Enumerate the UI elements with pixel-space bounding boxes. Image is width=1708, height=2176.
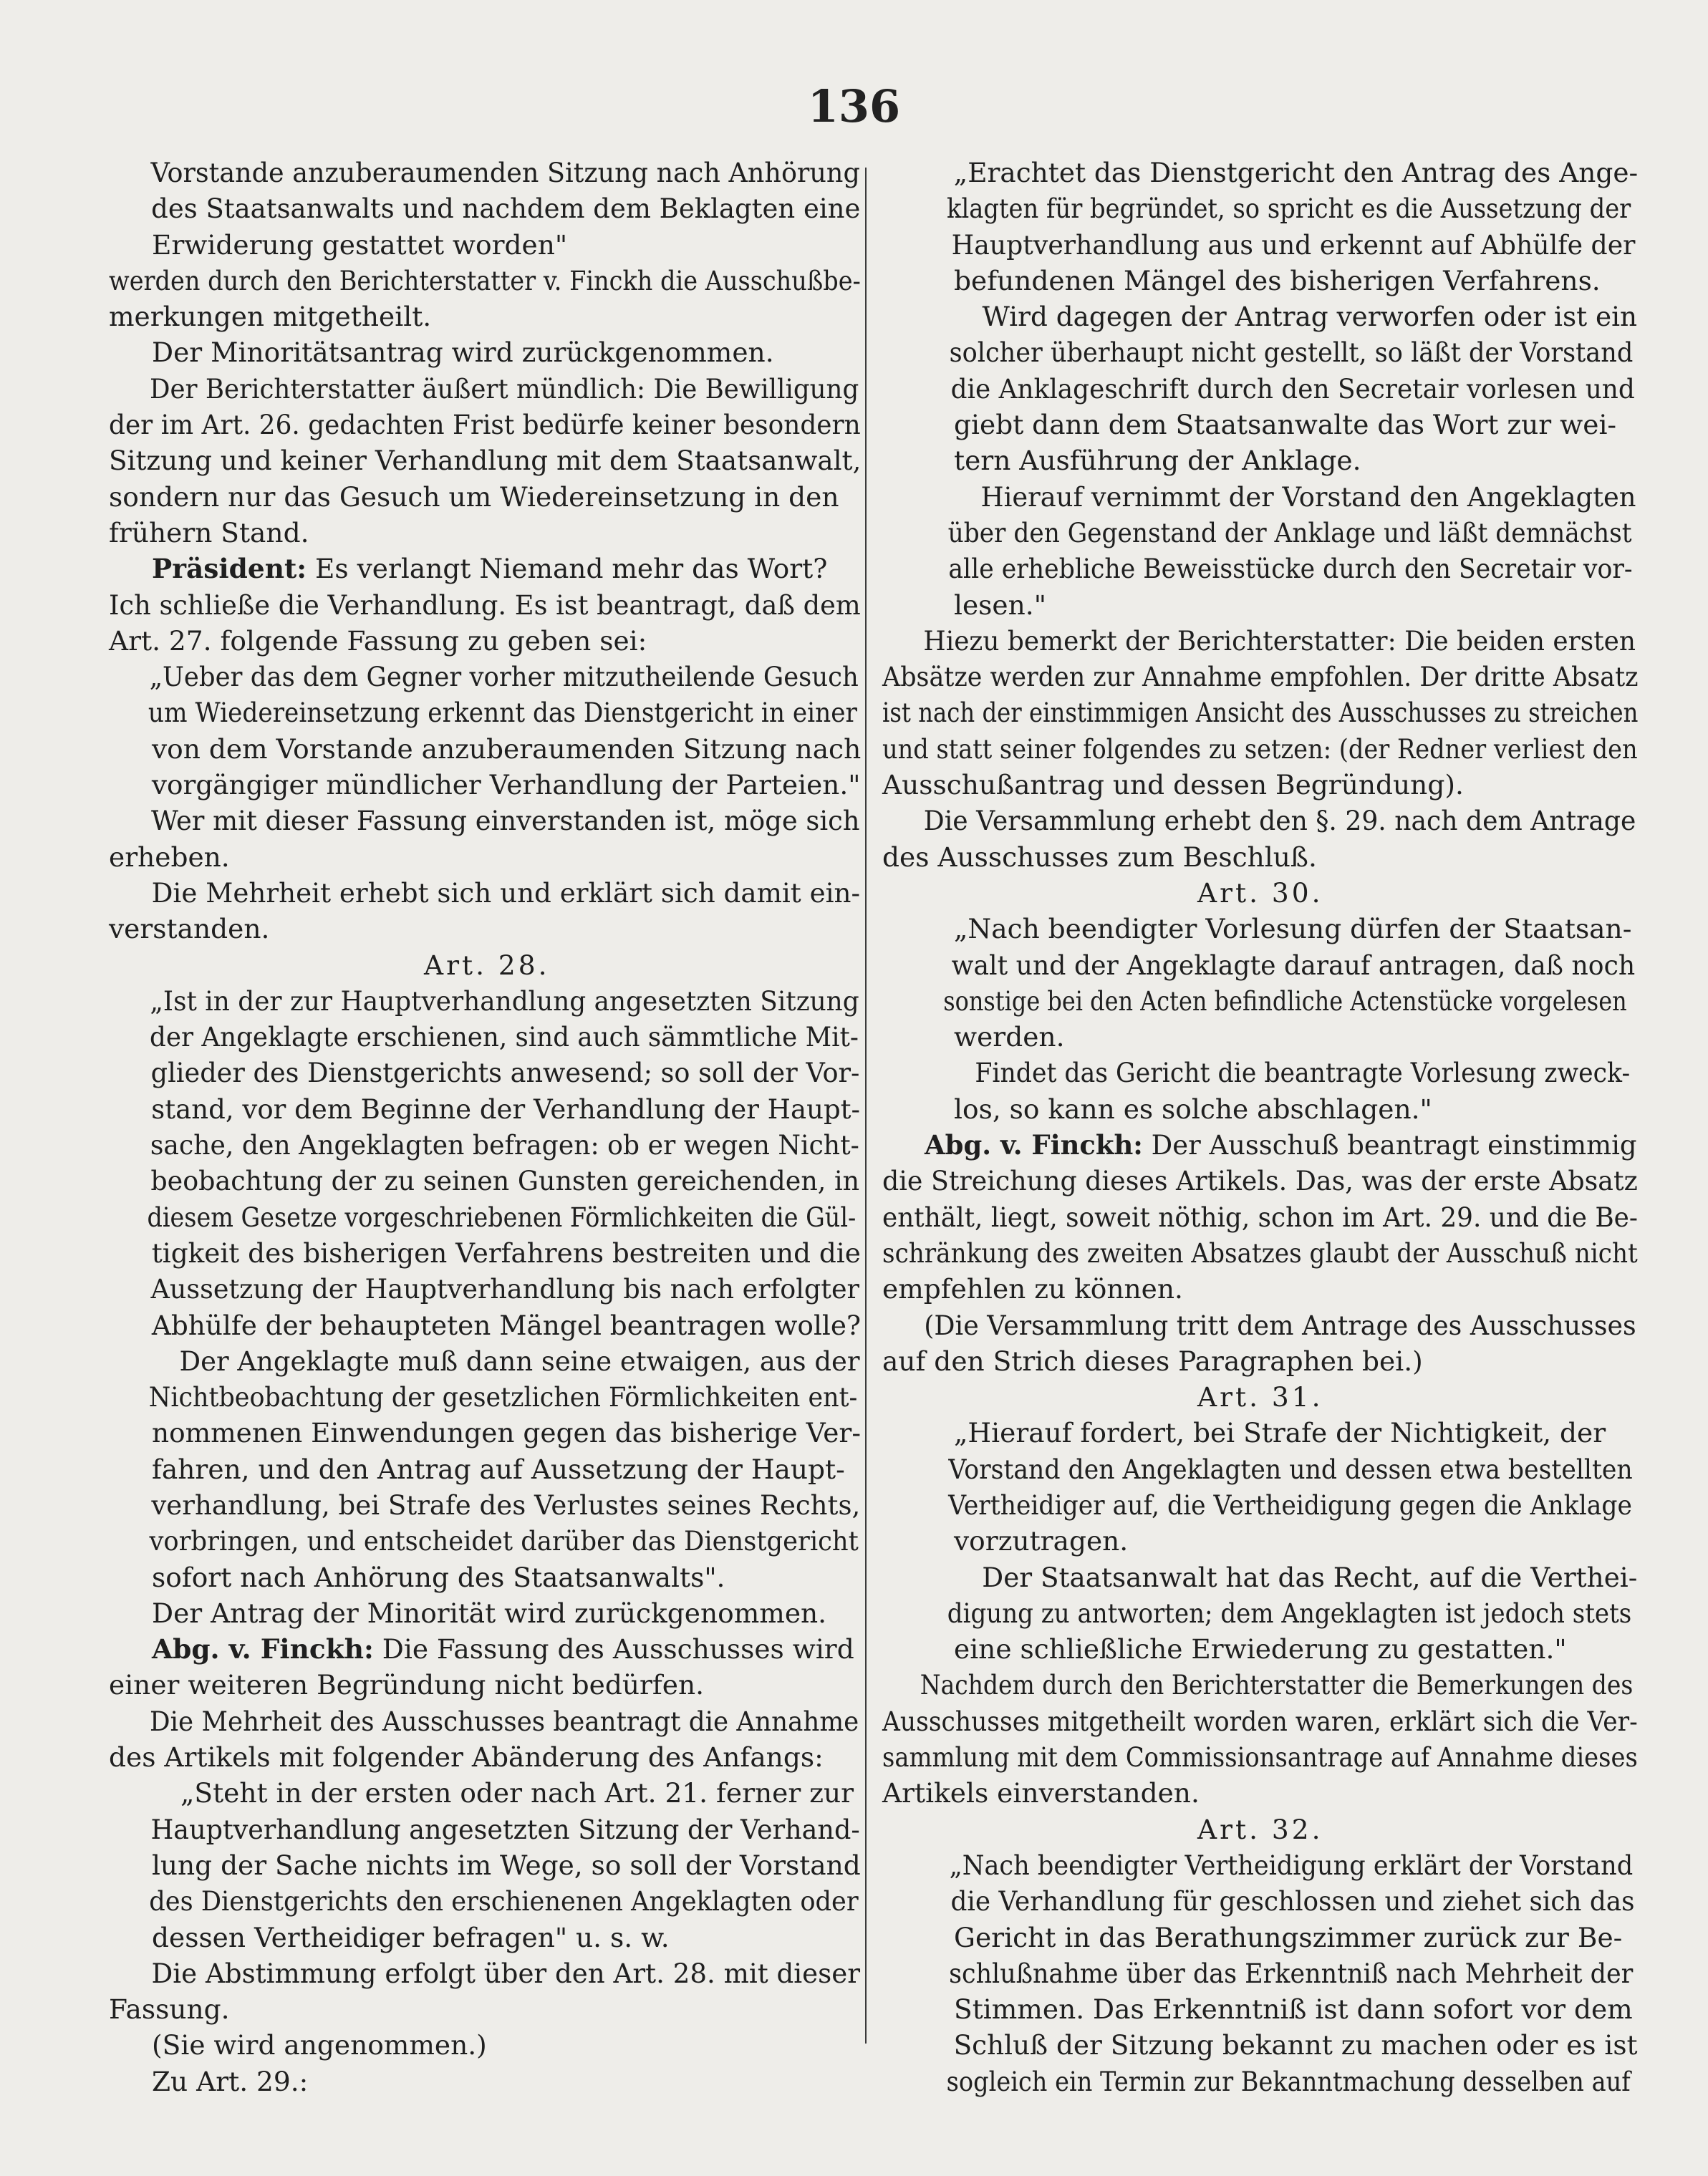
text-line: werden durch den Berichterstatter v. Finckh die Ausschußbe- xyxy=(109,264,861,296)
text-line: schlußnahme über das Erkenntniß nach Mehrheit der xyxy=(949,1957,1634,1989)
text-line: Vorstand den Angeklagten und dessen etwa bestellten xyxy=(948,1453,1633,1485)
text-line: vorbringen, und entscheidet darüber das Dienstgericht xyxy=(149,1525,859,1557)
text-line: ist nach der einstimmigen Ansicht des Ausschusses zu streichen xyxy=(882,697,1639,729)
text-line: Sitzung und keiner Verhandlung mit dem Staatsanwalt, xyxy=(109,445,862,477)
text-line: lesen." xyxy=(954,589,1046,621)
text-line: (Sie wird angenommen.) xyxy=(152,2029,487,2061)
text-line: nommenen Einwendungen gegen das bisherige Ver- xyxy=(151,1417,861,1449)
text-line: „Erachtet das Dienstgericht den Antrag des Ange- xyxy=(953,157,1639,188)
text-line: tern Ausführung der Anklage. xyxy=(954,445,1361,477)
text-line: Die Mehrheit des Ausschusses beantragt die Annahme xyxy=(150,1705,859,1737)
article-heading: Art. 30. xyxy=(1197,876,1323,909)
text-line: verstanden. xyxy=(109,913,270,945)
text-line: der im Art. 26. gedachten Frist bedürfe keiner besondern xyxy=(109,409,861,441)
text-line: vorgängiger mündlicher Verhandlung der Parteien." xyxy=(151,769,861,801)
text-line: Die Abstimmung erfolgt über den Art. 28. mit dieser xyxy=(151,1957,860,1989)
text-line: klagten für begründet, so spricht es die Aussetzung der xyxy=(947,193,1631,225)
text-line: (Die Versammlung tritt dem Antrage des Ausschusses xyxy=(924,1309,1636,1341)
text-line: digung zu antworten; dem Angeklagten ist jedoch stets xyxy=(947,1597,1632,1629)
text-line: schränkung des zweiten Absatzes glaubt der Ausschuß nicht xyxy=(882,1237,1638,1269)
text-line: frühern Stand. xyxy=(109,516,309,548)
text-line: Zu Art. 29.: xyxy=(152,2065,309,2097)
text-line: walt und der Angeklagte darauf antragen, daß noch xyxy=(951,949,1636,981)
text-line: los, so kann es solche abschlagen." xyxy=(954,1093,1432,1125)
left-column xyxy=(109,155,861,2099)
text-line: befundenen Mängel des bisherigen Verfahrens. xyxy=(954,264,1601,296)
text-line: die Anklageschrift durch den Secretair vorlesen und xyxy=(950,372,1635,405)
text-line: beobachtung der zu seinen Gunsten gereichenden, in xyxy=(150,1165,860,1197)
text-line: sonstige bei den Acten befindliche Actenstücke vorgelesen xyxy=(943,985,1627,1017)
text-line: Findet das Gericht die beantragte Vorlesung zweck- xyxy=(975,1057,1631,1089)
text-line: Nachdem durch den Berichterstatter die Bemerkungen des xyxy=(920,1669,1634,1701)
text-line: werden. xyxy=(954,1021,1065,1053)
text-line: sofort nach Anhörung des Staatsanwalts". xyxy=(152,1561,725,1593)
speaker-label: Präsident: xyxy=(152,553,307,585)
text-line: auf den Strich dieses Paragraphen bei.) xyxy=(882,1345,1423,1377)
column-divider xyxy=(865,168,867,2044)
text-line: Schluß der Sitzung bekannt zu machen oder es ist xyxy=(953,2029,1638,2061)
text-line: Wer mit dieser Fassung einverstanden ist, möge sich xyxy=(151,805,860,837)
text-line: die Streichung dieses Artikels. Das, was der erste Absatz xyxy=(882,1165,1638,1197)
text-line: glieder des Dienstgerichts anwesend; so soll der Vor- xyxy=(150,1057,860,1089)
text-line: Ich schließe die Verhandlung. Es ist beantragt, daß dem xyxy=(109,589,861,621)
text-line: verhandlung, bei Strafe des Verlustes seines Rechts, xyxy=(151,1489,861,1521)
text-line: Stimmen. Das Erkenntniß ist dann sofort vor dem xyxy=(954,1993,1633,2026)
text-line: diesem Gesetze vorgeschriebenen Förmlichkeiten die Gül- xyxy=(147,1201,857,1233)
text-line: Der Staatsanwalt hat das Recht, auf die Verthei- xyxy=(982,1561,1638,1593)
text-line: Absätze werden zur Annahme empfohlen. Der dritte Absatz xyxy=(882,661,1639,693)
speaker-label: Abg. v. Finckh: xyxy=(925,1129,1143,1161)
text-line: Wird dagegen der Antrag verworfen oder ist ein xyxy=(982,301,1638,333)
text-line: Hiezu bemerkt der Berichterstatter: Die beiden ersten xyxy=(923,624,1636,657)
text-line: um Wiedereinsetzung erkennt das Dienstgericht in einer xyxy=(148,697,857,729)
text-line: Artikels einverstanden. xyxy=(882,1777,1200,1809)
text-line: Der Angeklagte muß dann seine etwaigen, aus der xyxy=(179,1345,860,1377)
text-line: Die Mehrheit erhebt sich und erklärt sich damit ein- xyxy=(151,876,861,909)
text-line: erheben. xyxy=(109,841,230,873)
text-line: enthält, liegt, soweit nöthig, schon im Art. 29. und die Be- xyxy=(882,1201,1639,1233)
text-line: von dem Vorstande anzuberaumenden Sitzung nach xyxy=(152,732,862,765)
text-line: sammlung mit dem Commissionsantrage auf Annahme dieses xyxy=(882,1741,1638,1774)
text-line: Der Minoritätsantrag wird zurückgenommen. xyxy=(152,337,774,369)
text-line: „Ist in der zur Hauptverhandlung angesetzten Sitzung xyxy=(150,985,859,1017)
right-column xyxy=(882,155,1638,2099)
text-line: tigkeit des bisherigen Verfahrens bestreiten und die xyxy=(151,1237,861,1269)
article-heading: Art. 32. xyxy=(1197,1813,1323,1845)
text-line: über den Gegenstand der Anklage und läßt demnächst xyxy=(947,516,1632,548)
text-line: „Ueber das dem Gegner vorher mitzutheilende Gesuch xyxy=(149,661,859,693)
text-line: Vertheidiger auf, die Vertheidigung gegen die Anklage xyxy=(948,1489,1632,1521)
text-line: Erwiderung gestattet worden" xyxy=(152,228,568,261)
text-line: Ausschusses mitgetheilt worden waren, erklärt sich die Ver- xyxy=(882,1705,1638,1737)
text-line: sogleich ein Termin zur Bekanntmachung desselben auf xyxy=(946,2065,1631,2097)
text-line: Hierauf vernimmt der Vorstand den Angeklagten xyxy=(980,480,1636,513)
text-line: alle erhebliche Beweisstücke durch den Secretair vor- xyxy=(948,553,1633,585)
text-line: dessen Vertheidiger befragen" u. s. w. xyxy=(152,1921,670,1953)
text-line: fahren, und den Antrag auf Aussetzung der Haupt- xyxy=(152,1453,845,1485)
text-line: des Staatsanwalts und nachdem dem Beklagten eine xyxy=(151,193,861,225)
text-line: merkungen mitgetheilt. xyxy=(109,301,432,333)
text-line: Präsident: Es verlangt Niemand mehr das Wort? xyxy=(152,553,828,585)
text-line: Hauptverhandlung angesetzten Sitzung der Verhand- xyxy=(150,1813,860,1845)
text-line: des Dienstgerichts den erschienenen Angeklagten oder xyxy=(149,1885,859,1918)
text-line: Nichtbeobachtung der gesetzlichen Förmlichkeiten ent- xyxy=(148,1381,858,1413)
text-line: sache, den Angeklagten befragen: ob er wegen Nicht- xyxy=(150,1129,859,1161)
text-line: Gericht in das Berathungszimmer zurück zur Be- xyxy=(954,1921,1623,1953)
text-line: Der Antrag der Minorität wird zurückgenommen. xyxy=(152,1597,827,1629)
text-line: Aussetzung der Hauptverhandlung bis nach erfolgter xyxy=(150,1273,860,1305)
text-line: Art. 27. folgende Fassung zu geben sei: xyxy=(109,624,647,657)
text-line: Abhülfe der behaupteten Mängel beantragen wolle? xyxy=(151,1309,862,1341)
text-line: Ausschußantrag und dessen Begründung). xyxy=(882,769,1464,801)
text-line: solcher überhaupt nicht gestellt, so läßt der Vorstand xyxy=(949,337,1634,369)
text-line: sondern nur das Gesuch um Wiedereinsetzung in den xyxy=(109,480,839,513)
text-line: stand, vor dem Beginne der Verhandlung der Haupt- xyxy=(151,1093,861,1125)
text-line: des Artikels mit folgender Abänderung des Anfangs: xyxy=(109,1741,824,1774)
text-line: „Steht in der ersten oder nach Art. 21. ferner zur xyxy=(180,1777,854,1809)
text-line: giebt dann dem Staatsanwalte das Wort zur wei- xyxy=(954,409,1617,441)
text-line: Abg. v. Finckh: Die Fassung des Ausschusses wird xyxy=(152,1633,854,1665)
text-line: Der Berichterstatter äußert mündlich: Die Bewilligung xyxy=(149,372,859,405)
text-line: Die Versammlung erhebt den §. 29. nach dem Antrage xyxy=(923,805,1636,837)
text-line: „Hierauf fordert, bei Strafe der Nichtigkeit, der xyxy=(954,1417,1606,1449)
page-number: 136 xyxy=(807,80,901,132)
article-heading: Art. 28. xyxy=(424,949,550,981)
text-line: die Verhandlung für geschlossen und ziehet sich das xyxy=(950,1885,1635,1918)
text-line: der Angeklagte erschienen, sind auch sämmtliche Mit- xyxy=(150,1021,859,1053)
text-line: Vorstande anzuberaumenden Sitzung nach Anhörung xyxy=(150,157,860,188)
text-line: einer weiteren Begründung nicht bedürfen. xyxy=(109,1669,705,1701)
text-line: Abg. v. Finckh: Der Ausschuß beantragt einstimmig xyxy=(925,1129,1637,1161)
text-line: und statt seiner folgendes zu setzen: (der Redner verliest den xyxy=(882,732,1638,765)
text-line: Fassung. xyxy=(109,1993,230,2026)
article-heading: Art. 31. xyxy=(1197,1381,1323,1413)
text-line: eine schließliche Erwiederung zu gestatten." xyxy=(954,1633,1567,1665)
speaker-label: Abg. v. Finckh: xyxy=(152,1633,374,1665)
text-line: vorzutragen. xyxy=(954,1525,1129,1557)
text-line: „Nach beendigter Vorlesung dürfen der Staatsan- xyxy=(954,913,1632,945)
text-line: lung der Sache nichts im Wege, so soll der Vorstand xyxy=(151,1849,861,1881)
text-line: des Ausschusses zum Beschluß. xyxy=(882,841,1317,873)
text-line: „Nach beendigter Vertheidigung erklärt der Vorstand xyxy=(949,1849,1634,1881)
text-line: empfehlen zu können. xyxy=(882,1273,1183,1305)
text-line: Hauptverhandlung aus und erkennt auf Abhülfe der xyxy=(951,228,1636,261)
